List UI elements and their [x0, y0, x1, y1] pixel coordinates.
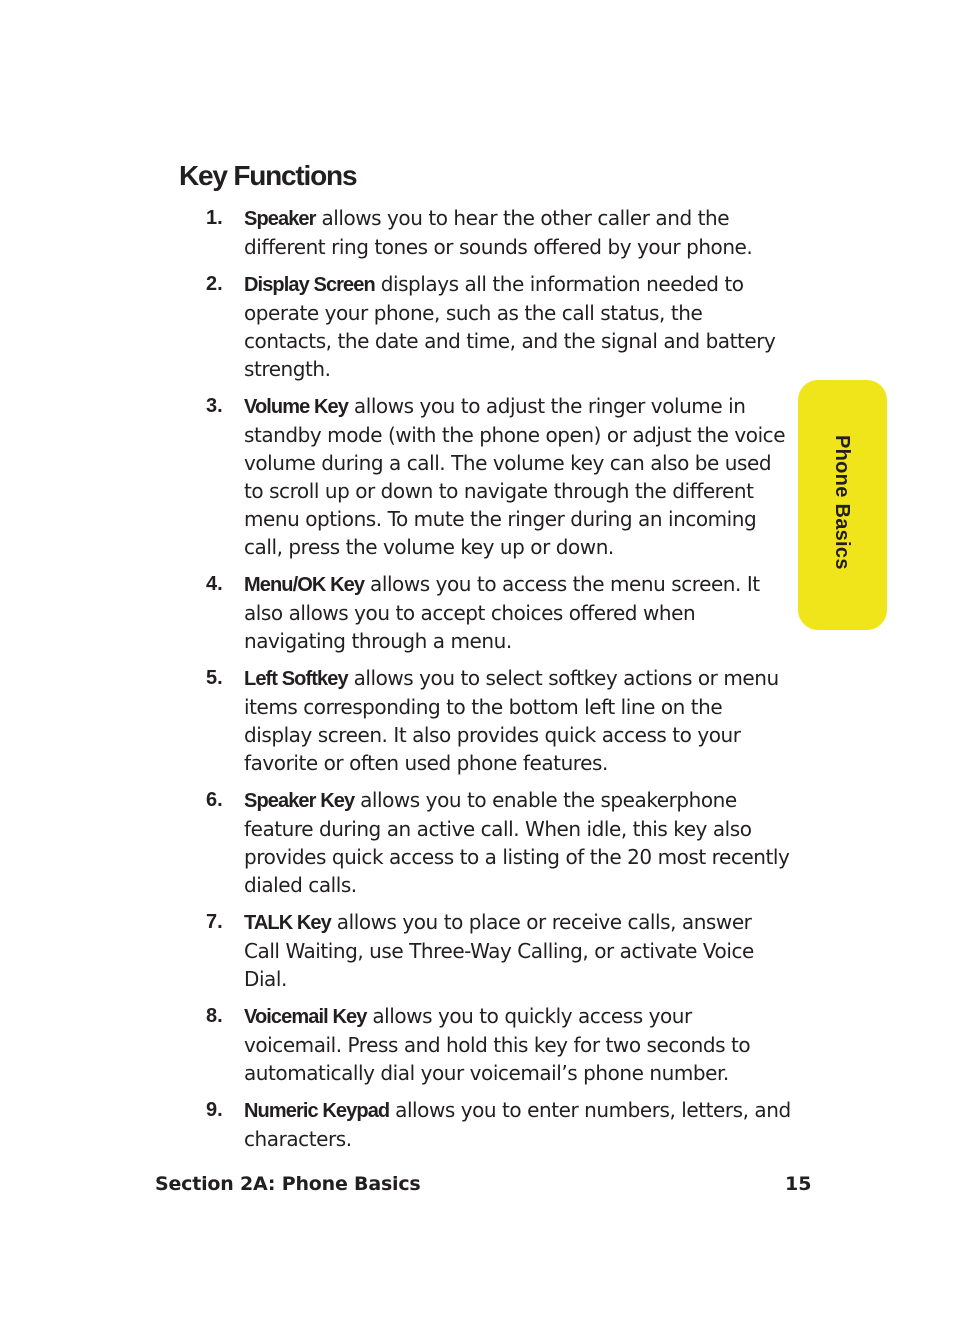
item-description: allows you to place or receive calls, answer Call Waiting, use Three-Way Calling, or activate Voice Dial.: [244, 910, 754, 991]
item-description: allows you to enable the speakerphone feature during an active call. When idle, this key also provides quick access to a listing of the 20 most recently dialed calls.: [244, 788, 790, 897]
item-text: [244, 786, 791, 899]
item-term: Menu/OK Key: [244, 574, 365, 596]
list-item: [206, 1096, 791, 1153]
key-functions-list: [206, 204, 791, 1162]
item-term: Display Screen: [244, 274, 375, 296]
item-text: [244, 270, 791, 383]
item-number: 9.: [206, 1099, 223, 1121]
item-number: 4.: [206, 573, 223, 595]
item-description: allows you to enter numbers, letters, and characters.: [244, 1098, 791, 1151]
list-item: [206, 204, 791, 261]
section-heading: Key Functions: [179, 160, 357, 191]
item-term: Speaker: [244, 208, 316, 230]
item-description: allows you to select softkey actions or menu items corresponding to the bottom left line on the display screen. It also provides quick access to your favorite or often used phone features.: [244, 666, 779, 775]
side-tab-label: Phone Basics: [831, 435, 853, 570]
item-text: [244, 1002, 791, 1087]
page-number: 15: [785, 1173, 812, 1195]
list-item: [206, 786, 791, 899]
item-description: displays all the information needed to operate your phone, such as the call status, the contacts, the date and time, and the signal and battery strength.: [244, 272, 776, 381]
item-text: [244, 392, 791, 561]
list-item: [206, 1002, 791, 1087]
item-text: [244, 908, 791, 993]
item-text: [244, 664, 791, 777]
item-number: 2.: [206, 273, 223, 295]
list-item: [206, 392, 791, 561]
item-number: 8.: [206, 1005, 223, 1027]
item-description: allows you to access the menu screen. It also allows you to accept choices offered when navigating through a menu.: [244, 572, 760, 653]
item-text: [244, 570, 791, 655]
item-number: 1.: [206, 207, 223, 229]
item-text: [244, 1096, 791, 1153]
list-item: [206, 570, 791, 655]
item-term: Speaker Key: [244, 790, 355, 812]
item-term: Voicemail Key: [244, 1006, 367, 1028]
item-number: 3.: [206, 395, 223, 417]
item-description: allows you to adjust the ringer volume in standby mode (with the phone open) or adjust the voice volume during a call. The volume key can also be used to scroll up or down to navigate through the different menu options. To mute the ringer during an incoming call, press the volume key up or down.: [244, 394, 786, 559]
section-side-tab: [798, 380, 887, 630]
item-description: allows you to hear the other caller and the different ring tones or sounds offered by your phone.: [244, 206, 753, 259]
list-item: [206, 664, 791, 777]
item-term: Volume Key: [244, 396, 348, 418]
footer-section-title: Section 2A: Phone Basics: [155, 1173, 421, 1195]
item-number: 5.: [206, 667, 223, 689]
item-term: TALK Key: [244, 912, 331, 934]
item-text: [244, 204, 791, 261]
list-item: [206, 908, 791, 993]
item-description: allows you to quickly access your voicemail. Press and hold this key for two seconds to automatically dial your voicemail’s phone number.: [244, 1004, 751, 1085]
item-term: Left Softkey: [244, 668, 348, 690]
item-number: 7.: [206, 911, 223, 933]
item-number: 6.: [206, 789, 223, 811]
item-term: Numeric Keypad: [244, 1100, 390, 1122]
list-item: [206, 270, 791, 383]
